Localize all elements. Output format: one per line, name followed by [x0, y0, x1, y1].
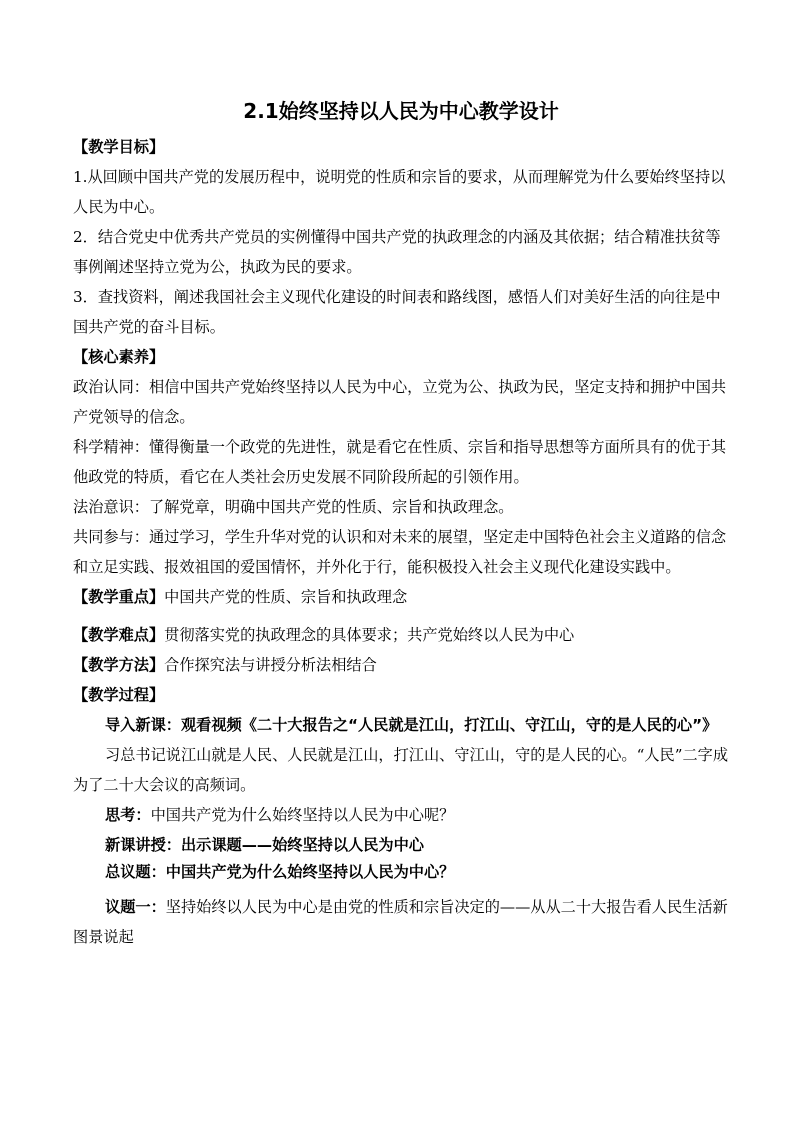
method-label: 【教学方法】 — [73, 656, 165, 674]
difficulty-label: 【教学难点】 — [73, 626, 165, 644]
objective-item-2: 2．结合党史中优秀共产党员的实例懂得中国共产党的执政理念的内涵及其依据；结合精准扶贫等事例阐述坚持立党为公，执政为民的要求。 — [73, 228, 721, 276]
difficulty-line — [73, 620, 729, 650]
literacy-item-science: 科学精神：懂得衡量一个政党的先进性，就是看它在性质、宗旨和指导思想等方面所具有的优于其他政党的特质，看它在人类社会历史发展不同阶段所起的引领作用。 — [73, 438, 727, 486]
literacy-heading: 【核心素养】 — [73, 348, 165, 366]
literacy-item-political: 政治认同：相信中国共产党始终坚持以人民为中心，立党为公、执政为民，坚定支持和拥护中国共产党领导的信念。 — [73, 378, 727, 426]
topic1-line — [73, 892, 729, 952]
key-point-line — [73, 582, 729, 612]
think-text: 中国共产党为什么始终坚持以人民为中心呢？ — [150, 806, 455, 824]
objective-item-1: 1.从回顾中国共产党的发展历程中，说明党的性质和宗旨的要求，从而理解党为什么要始终坚持以人民为中心。 — [73, 168, 726, 216]
literacy-item-participation: 共同参与：通过学习，学生升华对党的认识和对未来的展望，坚定走中国特色社会主义道路的信念和立足实践、报效祖国的爱国情怀，并外化于行，能积极投入社会主义现代化建设实践中。 — [73, 528, 727, 576]
key-point-label: 【教学重点】 — [73, 588, 165, 606]
new-lesson-line: 新课讲授：出示课题——始终坚持以人民为中心 — [105, 836, 424, 854]
think-label: 思考： — [105, 806, 151, 824]
quote-paragraph: 习总书记说江山就是人民、人民就是江山，打江山、守江山，守的是人民的心。“人民”二字成为了二十大会议的高频词。 — [73, 746, 729, 794]
topic1-label: 议题一： — [105, 898, 166, 916]
method-text: 合作探究法与讲授分析法相结合 — [164, 656, 377, 674]
overall-topic-line: 总议题：中国共产党为什么始终坚持以人民为中心？ — [105, 863, 455, 881]
think-line — [73, 800, 729, 830]
key-point-text: 中国共产党的性质、宗旨和执政理念 — [164, 588, 408, 606]
process-heading: 【教学过程】 — [73, 686, 165, 704]
document-body — [73, 96, 729, 952]
topic1-text: 坚持始终以人民为中心是由党的性质和宗旨决定的——从从二十大报告看人民生活新图景说起 — [73, 898, 728, 946]
literacy-item-law: 法治意识：了解党章，明确中国共产党的性质、宗旨和执政理念。 — [73, 498, 514, 516]
objectives-heading: 【教学目标】 — [73, 138, 165, 156]
objective-item-3: 3．查找资料，阐述我国社会主义现代化建设的时间表和路线图，感悟人们对美好生活的向往是中国共产党的奋斗目标。 — [73, 288, 721, 336]
page-title: 2.1始终坚持以人民为中心教学设计 — [243, 99, 559, 123]
method-line — [73, 650, 729, 680]
intro-paragraph: 导入新课：观看视频《二十大报告之“人民就是江山，打江山、守江山，守的是人民的心”》 — [105, 716, 718, 734]
difficulty-text: 贯彻落实党的执政理念的具体要求；共产党始终以人民为中心 — [164, 626, 575, 644]
